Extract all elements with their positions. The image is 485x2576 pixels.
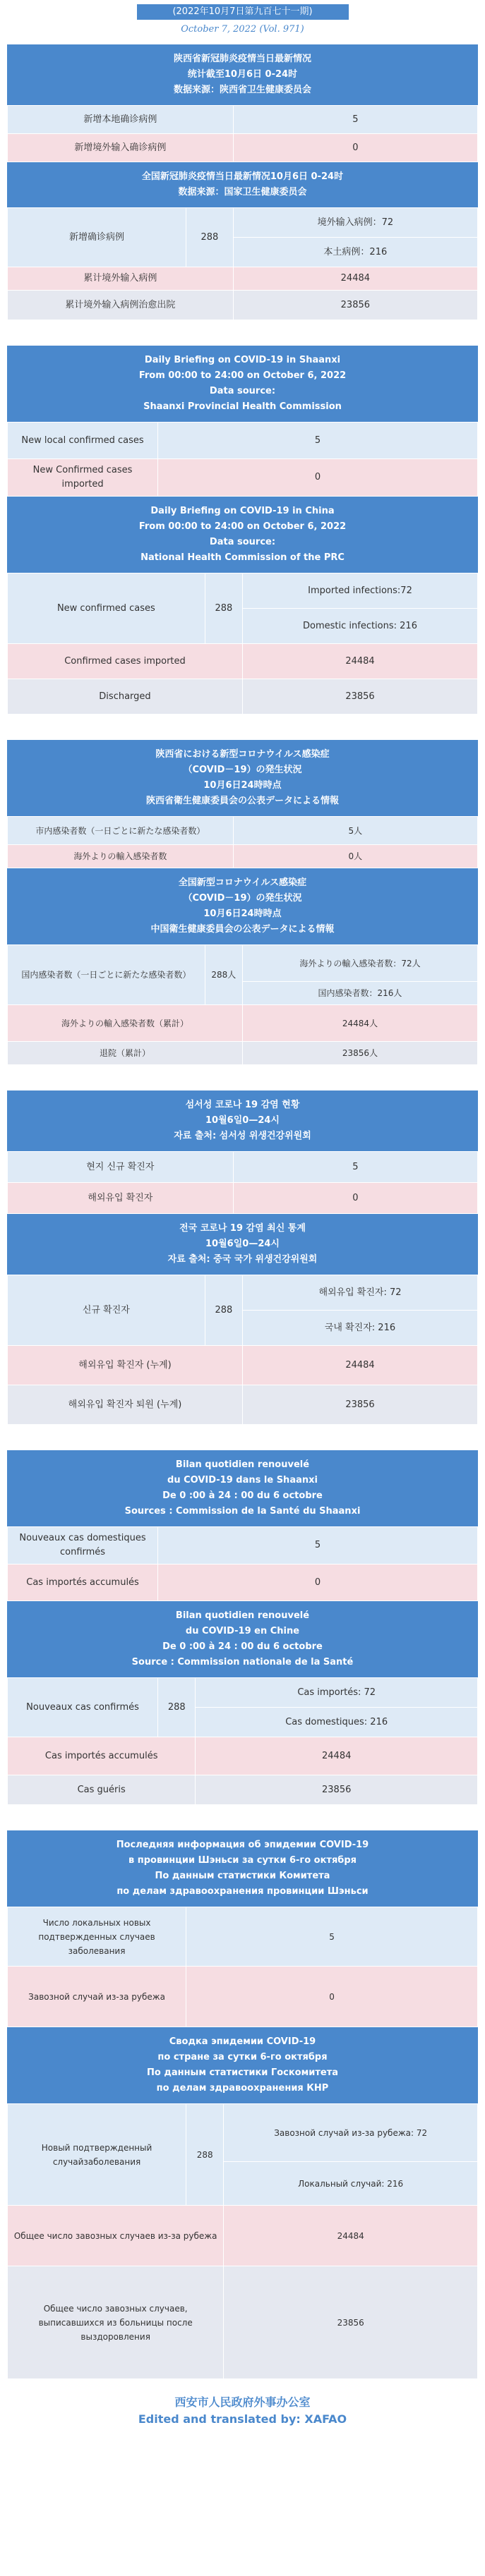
en-china-table	[7, 573, 478, 715]
ru-shaanxi-section	[7, 1830, 478, 2027]
table-row: 新增境外输入确诊病例 0	[8, 134, 478, 162]
ja-shaanxi-table	[7, 816, 478, 868]
table-row: New Confirmed cases imported 0	[8, 459, 478, 497]
ru-china-header: Сводка эпидемии COVID-19 по стране за сутки 6-го октября По данным статистики Госкомитета по делам здравоохранения КНР	[7, 2027, 478, 2103]
zh-shaanxi-section	[7, 44, 478, 162]
ko-shaanxi-table	[7, 1151, 478, 1214]
table-row: 해외유입 확진자 퇴원 (누계) 23856	[8, 1385, 478, 1425]
ja-shaanxi-header: 陝西省における新型コロナウイルス感染症 （COVID－19）の発生状況 10月6日24時時点 陝西省衛生健康委員会の公表データによる情報	[7, 740, 478, 816]
issue-banner: (2022年10月7日第九百七十一期)	[137, 4, 349, 20]
ko-china-section	[7, 1214, 478, 1425]
table-row: Cas domestiques: 216	[8, 1708, 478, 1737]
ru-shaanxi-table	[7, 1907, 478, 2027]
en-china-header: Daily Briefing on COVID-19 in China From 00:00 to 24:00 on October 6, 2022 Data source: National Health Commission of the PRC	[7, 497, 478, 573]
table-row: Nouveaux cas domestiques confirmés 5	[8, 1527, 478, 1565]
table-row: New confirmed cases 288 Imported infections:72	[8, 573, 478, 609]
table-row: 海外よりの輸入感染者数 0人	[8, 845, 478, 868]
ja-china-table	[7, 944, 478, 1065]
en-shaanxi-section	[7, 346, 478, 497]
table-row: Domestic infections: 216	[8, 609, 478, 644]
en-china-section	[7, 497, 478, 715]
en-shaanxi-table	[7, 422, 478, 497]
ja-china-header: 全国新型コロナウイルス感染症 （COVID－19）の発生状況 10月6日24時時点 中国衛生健康委員会の公表データによる情報	[7, 868, 478, 944]
table-row: New local confirmed cases 5	[8, 423, 478, 459]
ja-shaanxi-section	[7, 740, 478, 868]
fr-shaanxi-header: Bilan quotidien renouvelé du COVID-19 dans le Shaanxi De 0 :00 à 24 : 00 du 6 octobre Sources : Commission de la Santé du Shaanxi	[7, 1450, 478, 1526]
table-row: Общее число завозных случаев из-за рубежа 24484	[8, 2206, 478, 2266]
zh-shaanxi-table	[7, 105, 478, 162]
table-row: 해외유입 확진자 0	[8, 1183, 478, 1214]
table-row: Cas importés accumulés 0	[8, 1565, 478, 1601]
fr-shaanxi-section	[7, 1450, 478, 1601]
table-row: 市内感染者数（一日ごとに新たな感染者数） 5人	[8, 817, 478, 845]
ru-china-section	[7, 2027, 478, 2379]
footer	[7, 2393, 478, 2426]
en-shaanxi-header: Daily Briefing on COVID-19 in Shaanxi From 00:00 to 24:00 on October 6, 2022 Data source: Shaanxi Provincial Health Commission	[7, 346, 478, 422]
table-row: 国内感染者数：216人	[8, 982, 478, 1005]
ko-shaanxi-section	[7, 1090, 478, 1214]
ru-china-table	[7, 2103, 478, 2379]
issue-date: October 7, 2022 (Vol. 971)	[181, 24, 304, 35]
ko-china-table	[7, 1275, 478, 1425]
ko-china-header: 전국 코로나 19 감염 최신 통계 10월6일0—24시 자료 출처: 중국 국가 위생건강위원회	[7, 1214, 478, 1275]
fr-china-section	[7, 1601, 478, 1805]
table-row: 累计境外输入病例治愈出院 23856	[8, 291, 478, 320]
fr-china-header: Bilan quotidien renouvelé du COVID-19 en Chine De 0 :00 à 24 : 00 du 6 octobre Source : Commission nationale de la Santé	[7, 1601, 478, 1677]
table-row: 国内感染者数（一日ごとに新たな感染者数） 288人 海外よりの輸入感染者数：72人	[8, 945, 478, 982]
fr-shaanxi-table	[7, 1526, 478, 1601]
table-row: Новый подтвержденный случайзаболевания 288 Завозной случай из-за рубежа: 72	[8, 2104, 478, 2162]
ja-china-section	[7, 868, 478, 1065]
table-row: 海外よりの輸入感染者数（累計） 24484人	[8, 1005, 478, 1042]
footer-org: 西安市人民政府外事办公室	[174, 2395, 311, 2409]
table-row: 국내 확진자: 216	[8, 1311, 478, 1346]
zh-china-table	[7, 207, 478, 320]
table-row: 현지 신규 확진자 5	[8, 1152, 478, 1183]
table-row: 신규 확진자 288 해외유입 확진자: 72	[8, 1275, 478, 1311]
table-row: 退院（累計） 23856人	[8, 1042, 478, 1065]
table-row: 本土病例：216	[8, 238, 478, 267]
table-row: Число локальных новых подтвержденных случаев заболевания 5	[8, 1907, 478, 1967]
zh-china-header: 全国新冠肺炎疫情当日最新情况10月6日 0-24时 数据来源：国家卫生健康委员会	[7, 162, 478, 207]
zh-china-section	[7, 162, 478, 320]
table-row: Локальный случай: 216	[8, 2162, 478, 2206]
table-row: Nouveaux cas confirmés 288 Cas importés: 72	[8, 1678, 478, 1708]
table-row: 해외유입 확진자 (누계) 24484	[8, 1346, 478, 1385]
table-row: Cas guéris 23856	[8, 1775, 478, 1805]
zh-shaanxi-header: 陕西省新冠肺炎疫情当日最新情况 统计截至10月6日 0-24时 数据来源：陕西省卫生健康委员会	[7, 44, 478, 105]
table-row: Confirmed cases imported 24484	[8, 644, 478, 679]
table-row: Cas importés accumulés 24484	[8, 1737, 478, 1775]
table-row: 累计境外输入病例 24484	[8, 267, 478, 291]
table-row: Завозной случай из-за рубежа 0	[8, 1967, 478, 2027]
fr-china-table	[7, 1677, 478, 1805]
ko-shaanxi-header: 섬서성 코로나 19 감염 현황 10월6일0—24시 자료 출처: 섬서성 위생건강위원회	[7, 1090, 478, 1151]
table-row: 新增本地确诊病例 5	[8, 106, 478, 134]
ru-shaanxi-header: Последняя информация об эпидемии COVID-19 в провинции Шэньси за сутки 6-го октября По данным статистики Комитета по делам здравоохранения провинции Шэньси	[7, 1830, 478, 1907]
table-row: Общее число завозных случаев, выписавшихся из больницы после выздоровления 23856	[8, 2266, 478, 2379]
footer-credit: Edited and translated by: XAFAO	[138, 2412, 347, 2426]
table-row: 新增确诊病例 288 境外输入病例：72	[8, 208, 478, 238]
table-row: Discharged 23856	[8, 679, 478, 715]
